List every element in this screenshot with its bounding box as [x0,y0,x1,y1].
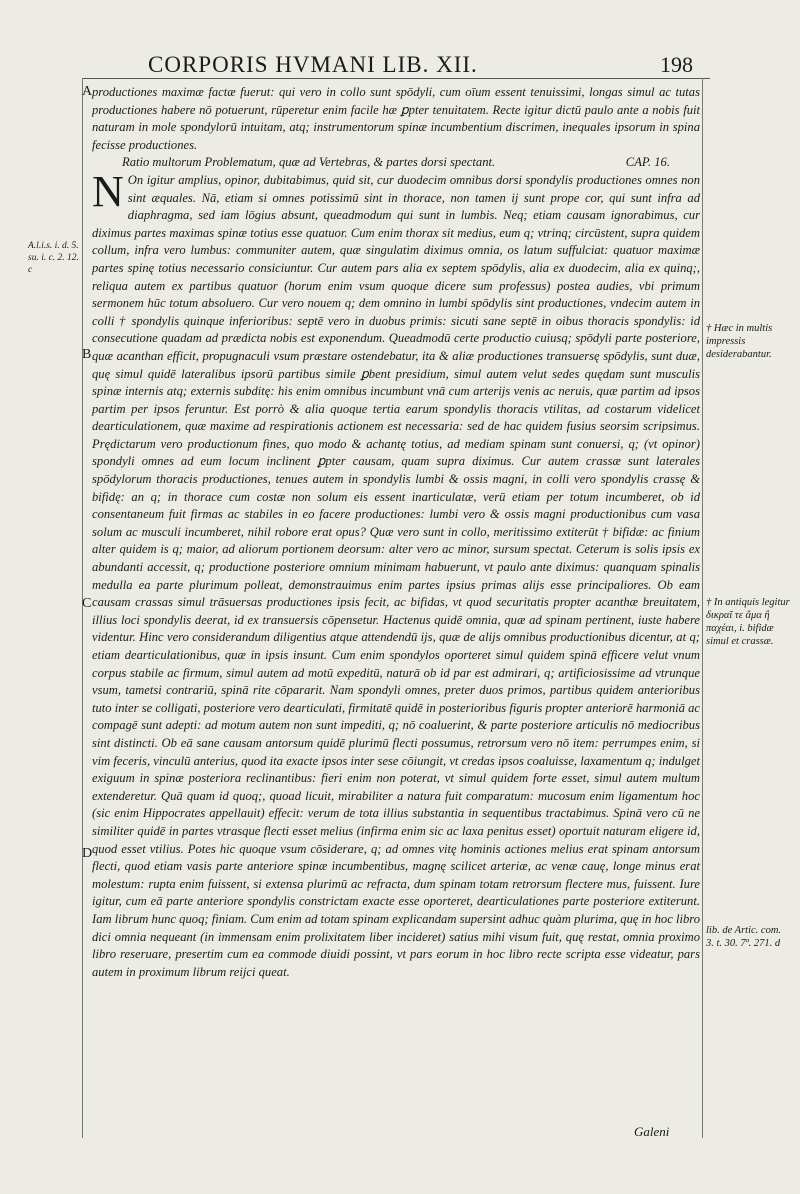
section-letter-a: A [82,84,93,99]
left-margin-reference: A.l.i.s. i. d. 5. su. i. c. 2. 12. c [28,241,79,275]
catchword: Galeni [634,1124,670,1139]
right-margin-note-1: † Hæc in multis impressis desiderabantur. [706,323,773,360]
paragraph-2-text: On igitur amplius, opinor, dubitabimus, quid sit, cur duodecim omnibus dorsi spondylis productiones omnes non sint æquales. Nā, etiam si omnes potissimū sint in thorace, non tamen ij sunt prope cor, qui sunt infra ad diaphragma, sed iam lōgius absunt, queadmodum qui sunt in lumbis. Neq; etiam causam ignorabimus, cur diximus partes maximas spinæ totius esse quatuor. Cum enim thorax sit medius, eum q; vtrinq; circūstent, supra quidem collum, infra vero lumbus: communiter autem, quæ singulatim diximus omnia, os latum suffulciat: quatuor maximæ partes spinę totius necessario consiciuntur. Cur autem pars alia ex septem spōdylis, alia ex duodecim, alia ex quinq;, reliqua autem ex partibus quatuor (horum enim vsum quoque dicere sum professus) postea audies, vbi primum sermonem hūc totum absoluero. Cur vero nouem q; dem omnino in lumbi spōdylis sint productiones, vndecim autem in colli † spondylis quinque inferioribus: septē vero in duobus primis: sicuti sane septē in oibus thoracis spondylis: id consecutione quadam ad prædicta nobis est exponendum. Queadmodū certe productio cuiusq; spōdyli parte posteriore, quæ acanthan efficit, propugnaculi vsum præstare ostendebatur, ita & aliæ productiones transuersę spōdylis, sunt duæ, quę simul quidē lateralibus ipsorū partibus simile ꝑbent presidium, simul autem velut sedes quędam sunt musculis spinæ internis atq; externis subditę: his enim omnibus incumbunt vnā cum arterijs venis ac neruis, quæ partim ad ipsos partim per ipsos feruntur. Est porrò & alia quoque tertia earum spondylis thoracis vtilitas, ad costarum videlicet dearticulationem, quæ maxime ad respirationis actionem est necessaria: sed de hac quidem fusius seorsim scripsimus. Prędictarum vero productionum fines, quo modo & achantę totius, ad mediam spinam sunt conuersi, q; (vt opinor) spondyli omnes ad eum locum inclinent ꝑpter causam, quam supra diximus. Cur autem crassæ sunt laterales spōdylorum thoracis productiones, tenues autem in spondylis lumbi & ossis magni, in colli vero spondylis crassę & bifidę: an q; in thorace cum costæ non solum eis essent inarticulatæ, verū etiam per totum incumberet, ob id consentaneum fuit firmas ac stabiles in eo facere productiones: lumbi vero & ossis magni productionibus cum vasa solum ac musculi incumberet, nihil robore erat opus? Quæ vero sunt in collo, meritissimo extiterūt † bifidæ: ac finium alter quidem is q; maior, ad aliorum portionem deorsum: alter vero ac minor, sursum spectat. Ceterum is solis ipsis ex abundanti accessit, q; productione posteriore omnium minimam habuerunt, vt paulo ante diximus: quanquam spinalis medulla ea parte plurimum polleat, demonstrauimus enim partes ipsius primas alijs esse principaliores. Ob eam causam crassas simul trāsuersas productiones ipsis fecit, ac bifidas, vt quod securitatis propter acanthæ breuitatem, illius loci spondylis deerat, id ex transuersis cōpensetur. Hactenus quidē omnia, quæ ad spinam pertinent, iuste habere videntur. Hinc vero considerandum diligentius atque attendendū ijs, quæ de alijs omnibus productionibus dicentur, at q; etiam dearticulationibus, quæ in ipsis insunt. Cum enim spondylos oporteret simul quidem spinā efficere velut vnum corpus stabile ac firmum, simul autem ad motū expeditū, naturā ob id par est admirari, q; artificiosissime ad vtrunque vsum, tametsi contrariū, spinā rite cōpararit. Nam spondyli omnes, preter duos primos, partibus quidem anterioribus tuto inter se colligati, posteriore vero dearticulati, firmitatē quidē in posterioribus figuris propter anteriorē harmoniā ac compagē sunt adepti: ad motum autem non sunt impediti, q; nō coaluerint, & parte posteriore articulis nō mediocribus sint distincti. Ob eā sane causam antorsum quidē plurimū flecti possumus, retrorsum vero nō item: perrumpes enim, si vim feceris, vinculū anterius, quod ita exacte ipsos inter sese cōiungit, vt credas ipsos coaluisse, laxamentum q; indulget exiguum in spinæ posteriora reclinantibus: fieri enim non poterat, vt simul quidem forte esset, simul autem multum extenderetur. Quā quam id quoq;, quoad licuit, mirabiliter a natura fuit comparatum: mucosum enim ligamentum hoc (sic enim Hippocrates appellauit) effecit: verum de tota illius substantia in sequentibus tractabimus. Spinā vero cū ne similiter quidē in partes vtrasque flecti esset melius (infirma enim sic ac laxa penitus esset) oportuit naturam eligere id, quod esset vtilius. Potes hic quoque vsum cōsiderare, q; ad omnes vitę hominis actiones melius erat spinam antorsum flecti, quod etiam vasis parte anteriore spinæ incumbentibus, magnę scilicet arteriæ, ac venæ cauę, longe minus erat molestum: rupta enim fuissent, si extensa plurimū ac refracta, dum spinam totam retrorsum flectere mus, fuissent. Iure igitur, cum eā parte anteriore spondylis constrictam exacte esse oporteret, dearticulationes parte posteriore extiterunt. Iam librum hunc quoq; finiam. Cum enim ad totam spinam explicandam supersint adhuc quàm plurima, quę in hoc libro dici omnia nequeant (in immensam enim prolixitatem liber incideret) satius mihi visum fuit, quę restat, omnia proximo libro reseruare, presertim cum ea commode diuidi possint, vt pars eorum in hoc libro recte scripta esse videatur, pars autem in proximum librum reijci queat. [92,172,700,979]
page-number: 198 [660,52,693,77]
top-rule [82,78,710,79]
section-letter-d: D [82,846,93,861]
section-letter-c: C [82,596,92,611]
right-margin-note-3: lib. de Artic. com. 3. t. 30. 7ª. 271. d [706,925,782,949]
right-margin-rule [702,78,703,1138]
paragraph-2 [92,166,700,981]
section-letter-b: B [82,347,92,362]
paragraph-1: productiones maximæ factæ fuerut: qui vero in collo sunt spōdyli, cum oīum essent tenuissimi, longas simul ac tutas productiones habere nō potuerunt, rūperetur enim facile hæ ꝑpter tenuitatem. Recte igitur dictū paulo ante a nobis fuit naturam in mole spondylorū intuitam, atq; instrumentorum spinæ incumbentium discrimen, inequales ipsorum in spina fecisse productiones. [92,85,700,152]
running-title: CORPORIS HVMANI LIB. XII. [148,52,478,77]
chapter-number: CAP. 16. [625,155,670,170]
chapter-heading [92,154,700,172]
main-text-column [92,84,700,981]
drop-cap: N [92,166,124,216]
chapter-title: Ratio multorum Problematum, quæ ad Vertebras, & partes dorsi spectant. [122,155,496,170]
right-margin-note-2: † In antiquis legitur δικραῖ τε ἅμα ἢ παχέαι, i. bifidæ simul et crassæ. [706,597,790,647]
